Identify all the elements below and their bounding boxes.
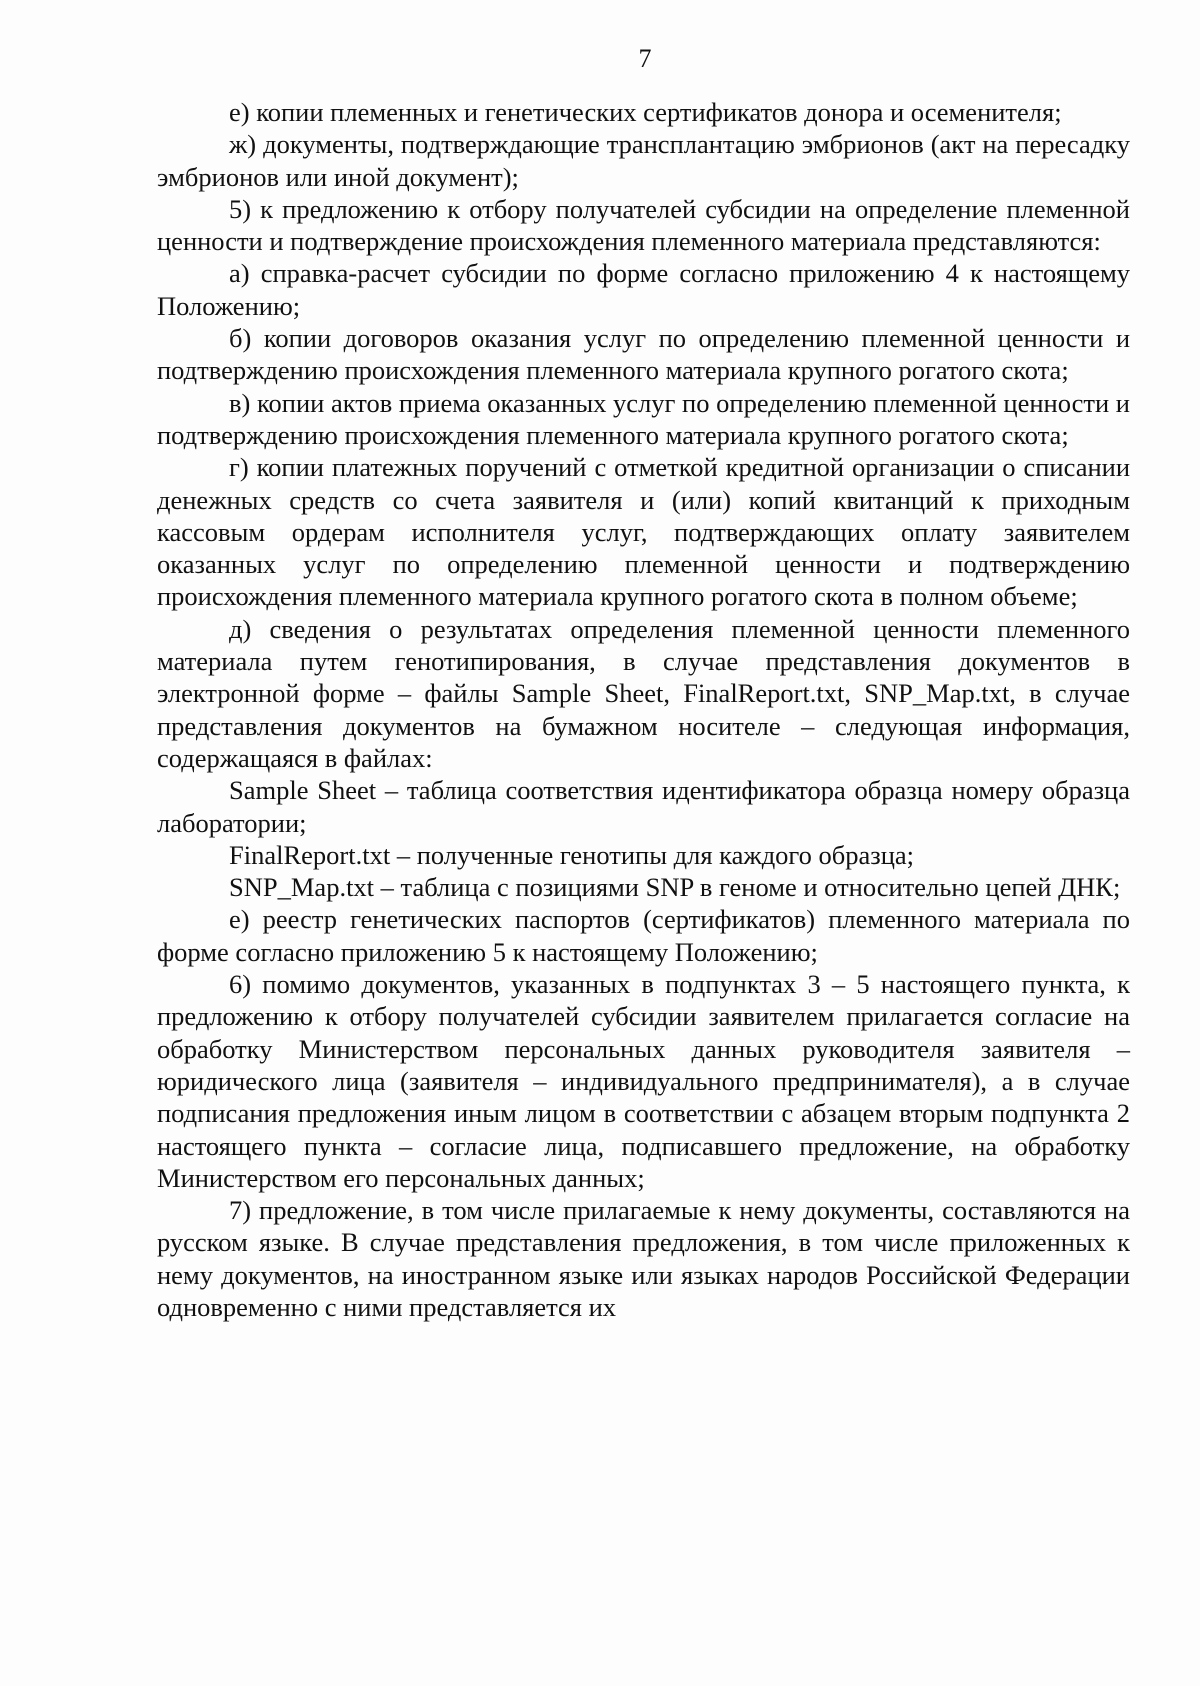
- paragraph-zh-embryo-transplant: ж) документы, подтверждающие трансплантацию эмбрионов (акт на пересадку эмбрионов или иной документ);: [157, 129, 1130, 192]
- paragraph-g-payment-orders: г) копии платежных поручений с отметкой кредитной организации о списании денежных средств со счета заявителя и (или) копий квитанций к приходным кассовым ордерам исполнителя услуг, подтверждающих оплату заявителем оказанных услуг по определению племенной ценности и подтверждению происхождения племенного материала крупного рогатого скота в полном объеме;: [157, 452, 1130, 612]
- paragraph-sample-sheet: Sample Sheet – таблица соответствия идентификатора образца номеру образца лаборатории;: [157, 775, 1130, 838]
- document-body: [157, 96, 1130, 1323]
- paragraph-v-acceptance-acts: в) копии актов приема оказанных услуг по определению племенной ценности и подтверждению происхождения племенного материала крупного рогатого скота;: [157, 387, 1130, 450]
- paragraph-5-breeding-value: 5) к предложению к отбору получателей субсидии на определение племенной ценности и подтверждение происхождения племенного материала представляются:: [157, 193, 1130, 257]
- page-number: 7: [638, 44, 652, 73]
- paragraph-a-calculation: а) справка-расчет субсидии по форме согласно приложению 4 к настоящему Положению;: [157, 258, 1130, 321]
- paragraph-7-language: 7) предложение, в том числе прилагаемые к нему документы, составляются на русском языке. В случае представления предложения, в том числе приложенных к нему документов, на иностранном языке или языках народов Российской Федерации одновременно с ними представляется их: [157, 1195, 1130, 1322]
- paragraph-e-certificates: е) копии племенных и генетических сертификатов донора и осеменителя;: [229, 97, 1062, 127]
- paragraph-6-consent: 6) помимо документов, указанных в подпунктах 3 – 5 настоящего пункта, к предложению к отбору получателей субсидии заявителем прилагается согласие на обработку Министерством персональных данных руководителя заявителя – юридического лица (заявителя – индивидуального предпринимателя), а в случае подписания предложения иным лицом в соответствии с абзацем вторым подпункта 2 настоящего пункта – согласие лица, подписавшего предложение, на обработку Министерством его персональных данных;: [157, 969, 1130, 1193]
- paragraph-snp-map: SNP_Map.txt – таблица с позициями SNP в геноме и относительно цепей ДНК;: [229, 872, 1121, 903]
- paragraph-d-genotyping-results: д) сведения о результатах определения племенной ценности племенного материала путем генотипирования, в случае представления документов в электронной форме – файлы Sample Sheet, FinalReport.txt, SNP_Map.txt, в случае представления документов на бумажном носителе – следующая информация, содержащаяся в файлах:: [157, 613, 1130, 773]
- paragraph-e-passport-registry: е) реестр генетических паспортов (сертификатов) племенного материала по форме согласно приложению 5 к настоящему Положению;: [157, 904, 1130, 967]
- paragraph-final-report: FinalReport.txt – полученные генотипы для каждого образца;: [229, 839, 915, 870]
- paragraph-b-contracts: б) копии договоров оказания услуг по определению племенной ценности и подтверждению происхождения племенного материала крупного рогатого скота;: [157, 323, 1130, 386]
